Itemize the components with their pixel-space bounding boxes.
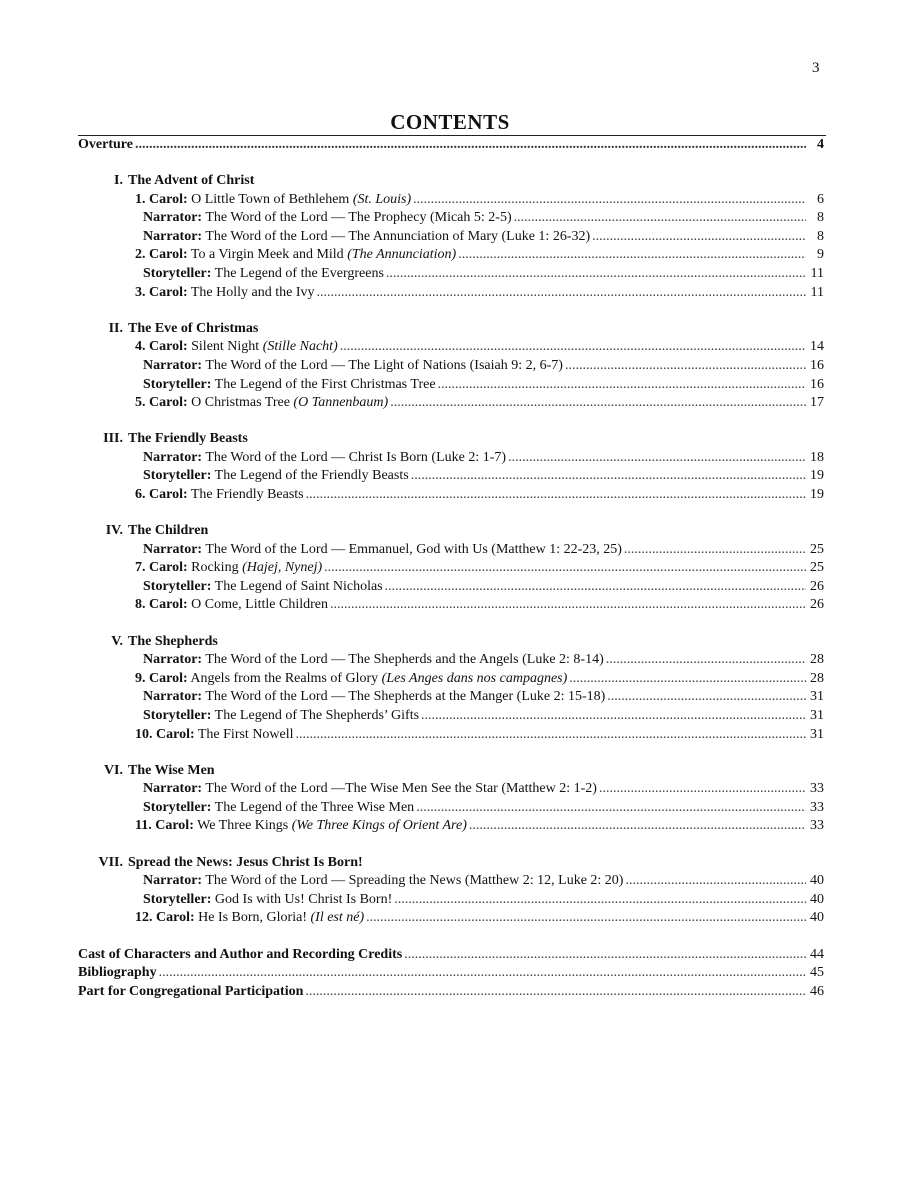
- section-title: The Wise Men: [128, 762, 215, 778]
- toc-entry-label: [143, 651, 604, 670]
- toc-entry-label: Cast of Characters and Author and Recording Credits: [78, 946, 403, 962]
- toc-entry-page: 17: [810, 395, 824, 411]
- toc-entry-back-matter: [78, 946, 824, 965]
- dot-leader: [385, 578, 806, 597]
- toc-entry: [78, 246, 824, 265]
- entry-role: Carol:: [156, 910, 195, 926]
- toc-entry: [78, 670, 824, 689]
- dot-leader: [565, 357, 806, 376]
- toc-entry-page: 25: [810, 541, 824, 557]
- toc-entry-page: 33: [810, 818, 824, 834]
- section-title: The Advent of Christ: [128, 173, 255, 189]
- dot-leader: [317, 284, 806, 303]
- entry-role: Carol:: [149, 670, 188, 686]
- dot-leader: [394, 891, 806, 910]
- entry-role: Storyteller:: [143, 376, 212, 392]
- toc-entry-page: 8: [817, 210, 824, 226]
- entry-role: Narrator:: [143, 449, 203, 465]
- toc-entry: [78, 559, 824, 578]
- dot-leader: [469, 817, 806, 836]
- entry-number: 5.: [135, 395, 146, 411]
- section-heading: [78, 762, 824, 781]
- dot-leader: [592, 228, 806, 247]
- toc-entry-page: 46: [810, 984, 824, 1000]
- toc-entry-label: [143, 209, 512, 228]
- entry-alt-title: (Hajej, Nynej): [242, 560, 323, 576]
- toc-entry-label: [143, 357, 563, 376]
- entry-text: The Word of the Lord —The Wise Men See the Star (Matthew 2: 1-2): [202, 781, 597, 797]
- section-title: The Children: [128, 523, 209, 539]
- entry-alt-title: (The Annunciation): [347, 247, 457, 263]
- entry-text: The Word of the Lord — The Shepherds and the Angels (Luke 2: 8-14): [202, 652, 604, 668]
- toc-entry-overture: [78, 136, 824, 155]
- toc-entry-page: 19: [810, 487, 824, 502]
- dot-leader: [508, 449, 806, 468]
- dot-leader: [624, 541, 806, 560]
- toc-entry: [78, 449, 824, 468]
- entry-role: Storyteller:: [143, 799, 212, 815]
- toc-entry-label: [135, 596, 328, 615]
- section-title: The Friendly Beasts: [128, 431, 248, 447]
- toc-entry-page: 44: [810, 946, 824, 962]
- entry-role: Storyteller:: [143, 891, 212, 907]
- dot-leader: [607, 688, 806, 707]
- toc-entry-label: [135, 246, 456, 265]
- toc-entry-label: [135, 559, 322, 578]
- page-number: 3: [812, 60, 820, 76]
- toc-entry-page: 6: [817, 191, 824, 207]
- entry-text: The Legend of the Three Wise Men: [211, 799, 415, 815]
- entry-text: The Word of the Lord — The Shepherds at the Manger (Luke 2: 15-18): [202, 689, 606, 705]
- dot-leader: [390, 394, 806, 413]
- toc-entry: [78, 707, 824, 726]
- entry-role: Storyteller:: [143, 468, 212, 484]
- toc-entry-page: 33: [810, 799, 824, 815]
- section-title: The Shepherds: [128, 633, 218, 649]
- toc-entry: [78, 357, 824, 376]
- entry-role: Narrator:: [143, 873, 203, 889]
- entry-role: Narrator:: [143, 210, 203, 226]
- toc-entry-page: 40: [810, 873, 824, 889]
- entry-number: 4.: [135, 339, 146, 355]
- toc-entry-label: [135, 817, 467, 836]
- entry-text: The Legend of the Friendly Beasts: [211, 468, 409, 484]
- toc-entry: [78, 909, 824, 928]
- section-numeral: IV.: [105, 523, 123, 539]
- toc-entry-page: 33: [810, 781, 824, 797]
- entry-role: Carol:: [149, 191, 188, 207]
- entry-text: The Word of the Lord — The Light of Nations (Isaiah 9: 2, 6-7): [202, 357, 563, 373]
- toc-entry-page: 14: [810, 339, 824, 355]
- entry-alt-title: (Il est né): [310, 910, 365, 926]
- dot-leader: [458, 246, 806, 265]
- entry-text: O Christmas Tree: [187, 395, 294, 411]
- entry-alt-title: (Stille Nacht): [262, 339, 338, 355]
- toc-entry-page: 28: [810, 670, 824, 686]
- entry-text: The Holly and the Ivy: [187, 284, 315, 300]
- toc-entry-label: [143, 872, 623, 891]
- dot-leader: [366, 909, 806, 928]
- entry-number: 10.: [135, 726, 153, 742]
- dot-leader: [514, 209, 806, 228]
- section-heading: [78, 172, 824, 191]
- dot-leader: [569, 670, 806, 689]
- toc-entry-page: 28: [810, 652, 824, 668]
- entry-role: Narrator:: [143, 689, 203, 705]
- entry-number: 8.: [135, 597, 146, 613]
- entry-alt-title: (O Tannenbaum): [293, 395, 389, 411]
- section-heading: [78, 430, 824, 449]
- toc-entry: [78, 799, 824, 818]
- dot-leader: [386, 265, 806, 284]
- section-title: Spread the News: Jesus Christ Is Born!: [128, 854, 363, 870]
- entry-role: Storyteller:: [143, 266, 212, 282]
- entry-text: The Legend of The Shepherds’ Gifts: [211, 707, 420, 723]
- toc-entry: [78, 578, 824, 597]
- toc-entry-label: [135, 486, 304, 505]
- section-numeral: VI.: [103, 762, 123, 778]
- toc-entry: [78, 338, 824, 357]
- toc-entry: [78, 228, 824, 247]
- entry-number: 12.: [135, 910, 153, 926]
- toc-back-matter: [78, 946, 824, 1002]
- toc-entry-label: Part for Congregational Participation: [78, 984, 304, 1000]
- toc-entry-label: [135, 670, 567, 689]
- toc-entry-label: [135, 909, 364, 928]
- entry-role: Carol:: [155, 818, 194, 834]
- toc-entry-page: 25: [810, 560, 824, 576]
- toc-entry-label: [143, 541, 622, 560]
- toc-entry: [78, 394, 824, 413]
- toc-entry-page: 9: [817, 247, 824, 263]
- toc-entry-label: Bibliography: [78, 965, 157, 981]
- entry-alt-title: (We Three Kings of Orient Are): [291, 818, 467, 834]
- toc-entry: [78, 891, 824, 910]
- toc-entry-page: 8: [817, 228, 824, 244]
- dot-leader: [306, 486, 806, 505]
- entry-text: O Little Town of Bethlehem: [187, 191, 353, 207]
- entry-text: The Legend of the First Christmas Tree: [211, 376, 436, 392]
- entry-role: Carol:: [149, 395, 188, 411]
- section-heading: [78, 633, 824, 652]
- toc-entry-page: 19: [810, 468, 824, 484]
- entry-number: 11.: [135, 818, 152, 834]
- entry-role: Storyteller:: [143, 578, 212, 594]
- entry-text: The Word of the Lord — Christ Is Born (Luke 2: 1-7): [202, 449, 507, 465]
- toc-entry-page: 16: [810, 357, 824, 373]
- toc-entry-page: 26: [810, 578, 824, 594]
- dot-leader: [606, 651, 806, 670]
- section-heading: [78, 320, 824, 339]
- section-heading: [78, 522, 824, 541]
- toc-entry-label: [143, 688, 605, 707]
- section-numeral: II.: [108, 320, 123, 336]
- toc-entry-page: 40: [810, 891, 824, 907]
- toc-entry-label: [135, 284, 315, 303]
- entry-text: To a Virgin Meek and Mild: [187, 247, 348, 263]
- dot-leader: [411, 467, 806, 486]
- page-title: CONTENTS: [390, 110, 510, 134]
- dot-leader: [340, 338, 806, 357]
- toc-entry-page: 11: [810, 266, 824, 282]
- entry-text: O Come, Little Children: [187, 597, 328, 613]
- toc-entry-back-matter: [78, 983, 824, 1002]
- toc-entry: [78, 486, 824, 505]
- entry-text: The Friendly Beasts: [187, 487, 304, 502]
- dot-leader: [324, 559, 806, 578]
- entry-number: 2.: [135, 247, 146, 263]
- dot-leader: [305, 983, 806, 1002]
- dot-leader: [330, 596, 806, 615]
- toc-entry: [78, 688, 824, 707]
- entry-alt-title: (Les Anges dans nos campagnes): [381, 670, 568, 686]
- toc-entry-page: 40: [810, 910, 824, 926]
- dot-leader: [404, 946, 806, 965]
- dot-leader: [413, 191, 806, 210]
- dot-leader: [296, 726, 806, 745]
- section-title: The Eve of Christmas: [128, 320, 259, 336]
- toc-entry: [78, 284, 824, 303]
- toc-entry-label: [135, 191, 411, 210]
- dot-leader: [438, 376, 806, 395]
- entry-role: Narrator:: [143, 652, 203, 668]
- entry-text: The Legend of Saint Nicholas: [211, 578, 383, 594]
- entry-number: 3.: [135, 284, 146, 300]
- entry-role: Carol:: [149, 247, 188, 263]
- toc-entry-page: 31: [810, 707, 824, 723]
- entry-text: God Is with Us! Christ Is Born!: [211, 891, 393, 907]
- entry-text: The Word of the Lord — The Annunciation of Mary (Luke 1: 26-32): [202, 228, 591, 244]
- toc-entry-page: 45: [810, 965, 824, 981]
- section-numeral: VII.: [98, 854, 123, 870]
- toc-entry-label: [143, 799, 414, 818]
- toc-entry-label: [135, 394, 388, 413]
- entry-role: Narrator:: [143, 541, 203, 557]
- entry-text: Angels from the Realms of Glory: [187, 670, 382, 686]
- dot-leader: [625, 872, 806, 891]
- entry-text: Silent Night: [187, 339, 263, 355]
- entry-number: 6.: [135, 487, 146, 502]
- section-numeral: V.: [111, 633, 123, 649]
- entry-text: We Three Kings: [193, 818, 292, 834]
- toc-entry-label: [143, 376, 436, 395]
- toc-entry: [78, 780, 824, 799]
- entry-role: Carol:: [149, 487, 188, 502]
- toc-entry: [78, 817, 824, 836]
- toc-entry-label: [143, 449, 506, 468]
- dot-leader: [421, 707, 806, 726]
- toc-entry-label: [143, 707, 419, 726]
- section-numeral: III.: [103, 431, 123, 447]
- toc-entry-label: [143, 891, 392, 910]
- entry-text: The Legend of the Evergreens: [211, 266, 384, 282]
- section-numeral: I.: [114, 173, 123, 189]
- toc-entry-page: 4: [817, 137, 824, 152]
- entry-role: Carol:: [149, 339, 188, 355]
- entry-role: Carol:: [149, 560, 188, 576]
- toc-entry: [78, 467, 824, 486]
- toc-entry-page: 31: [810, 726, 824, 742]
- entry-text: The First Nowell: [194, 726, 294, 742]
- toc-entry-page: 16: [810, 376, 824, 392]
- entry-text: He Is Born, Gloria!: [194, 910, 311, 926]
- entry-text: The Word of the Lord — The Prophecy (Micah 5: 2-5): [202, 210, 512, 226]
- entry-text: Rocking: [187, 560, 243, 576]
- toc-sections: [78, 155, 824, 928]
- toc-entry-page: 26: [810, 597, 824, 613]
- entry-number: 7.: [135, 560, 146, 576]
- toc-entry-label: [135, 726, 294, 745]
- toc-entry-page: 18: [810, 449, 824, 465]
- toc-entry-label: [143, 467, 409, 486]
- entry-role: Narrator:: [143, 357, 203, 373]
- toc-entry-label: [143, 265, 384, 284]
- table-of-contents: [78, 136, 824, 1002]
- toc-entry-label: [143, 228, 590, 247]
- entry-text: The Word of the Lord — Spreading the News (Matthew 2: 12, Luke 2: 20): [202, 873, 624, 889]
- toc-entry-back-matter: [78, 964, 824, 983]
- toc-entry-page: 31: [810, 689, 824, 705]
- toc-entry-label: [135, 338, 338, 357]
- toc-entry: [78, 596, 824, 615]
- toc-entry: [78, 651, 824, 670]
- entry-alt-title: (St. Louis): [352, 191, 412, 207]
- toc-entry: [78, 872, 824, 891]
- entry-role: Narrator:: [143, 781, 203, 797]
- section-heading: [78, 854, 824, 873]
- toc-entry-label: [143, 780, 597, 799]
- entry-role: Carol:: [149, 597, 188, 613]
- entry-role: Carol:: [149, 284, 188, 300]
- dot-leader: [159, 964, 806, 983]
- toc-entry: [78, 376, 824, 395]
- toc-entry: [78, 209, 824, 228]
- toc-entry: [78, 726, 824, 745]
- entry-number: 9.: [135, 670, 146, 686]
- toc-entry-page: 11: [810, 284, 824, 300]
- dot-leader: [599, 780, 806, 799]
- entry-text: The Word of the Lord — Emmanuel, God with Us (Matthew 1: 22-23, 25): [202, 541, 622, 557]
- toc-entry-label: [143, 578, 383, 597]
- toc-entry-label: Overture: [78, 137, 133, 152]
- toc-entry: [78, 265, 824, 284]
- toc-entry: [78, 191, 824, 210]
- entry-role: Narrator:: [143, 228, 203, 244]
- dot-leader: [135, 136, 806, 155]
- entry-number: 1.: [135, 191, 146, 207]
- dot-leader: [416, 799, 806, 818]
- entry-role: Storyteller:: [143, 707, 212, 723]
- entry-role: Carol:: [156, 726, 195, 742]
- toc-entry: [78, 541, 824, 560]
